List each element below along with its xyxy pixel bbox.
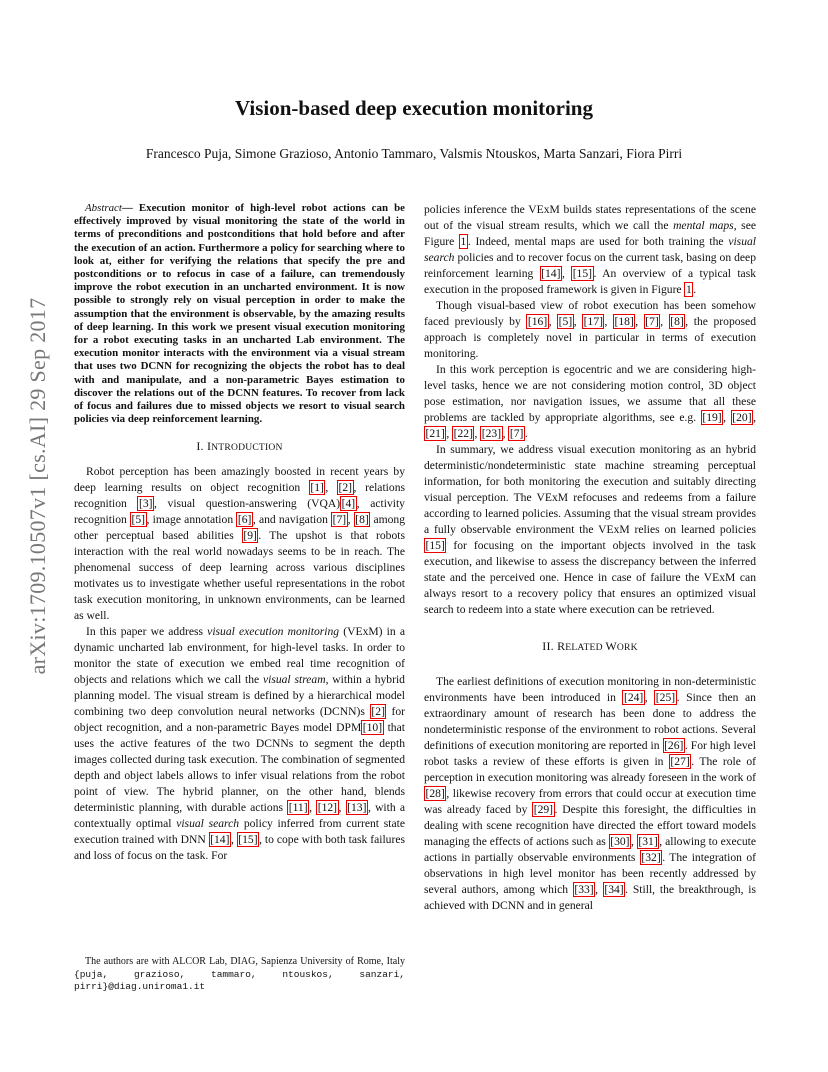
paragraph: The earliest definitions of execution monitoring in non-deterministic environments have been introduced in [24] , [25] . Since then an extraordinary amount of research has been done to address the nondeterministic response of the environment to robot actions. Several definitions of execution monitoring are reported in [26] . For high level robot tasks a review of these efforts is given in [27] . The role of perception in execution monitoring was already foreseen in the work of [28] , likewise recovery from errors that could occur at execution time was already faced by [29] . Despite this foresight, the difficulties in dealing with scene recognition have directed the effort toward models managing the effects of actions such as [30] , [31] , allowing to execute actions in partially observable environments [32] . The integration of observations in high level monitor has been recently addressed by several authors, among which [33] , [34] . Still, the breakthrough, is achieved with DCNN and in general	[424, 675, 757, 912]
arxiv-id: arXiv:1709.10507v1 [cs.AI] 29 Sep 2017	[25, 297, 50, 675]
abstract	[74, 202, 405, 426]
paragraph: Robot perception has been amazingly boosted in recent years by deep learning results on object recognition [1] , [2] , relations recognition [3] , visual question-answering (VQA) [4] , activity recognition [5] , image annotation [6] , and navigation [7] , [8] among other perceptual based abilities [9] . The upshot is that robots interaction with the real world nowadays seems to be in reach. The phenomenal success of deep learning across various disciplines motivates us to investigate whether useful representations in the robot task execution monitoring, in unknown environments, can be learned as well.	[74, 465, 406, 623]
left-column	[74, 202, 405, 864]
paragraph: In this paper we address visual execution monitoring (VExM) in a dynamic uncharted lab environment, for high-level tasks. In order to monitor the state of execution we embed real time recognition of objects and relations which we call the visual stream, within a hybrid planning model. The visual stream is defined by a hierarchical model combining two deep convolution neural networks (DCNN)s [2] for object recognition, and a non-parametric Bayes model DPM [10] that uses the active features of the two DCNNs to segment the depth images collected during task execution. The combination of segmented depth and object labels allows to infer visual relations from the robot point of view. The hybrid planner, on the other hand, blends deterministic planning, with durable actions [11] , [12] , [13] , with a contextually optimal visual search policy inferred from current state execution trained with DNN [14] , [15] , to cope with both task failures and loss of focus on the task. For	[74, 625, 406, 863]
paragraph: policies inference the VExM builds states representations of the scene out of the visual stream results, which we call the mental maps, see Figure 1 . Indeed, mental maps are used for both training the visual search policies and to recover focus on the current task, basing on deep reinforcement learning [14] , [15] . An overview of a typical task execution in the proposed framework is given in Figure 1 .	[424, 203, 757, 296]
abstract-label: Abstract	[85, 202, 122, 214]
paper-title: Vision-based deep execution monitoring	[235, 96, 593, 120]
footnote: The authors are with ALCOR Lab, DIAG, Sapienza University of Rome, Italy {puja, grazioso, tammaro, ntouskos, sanzari, pirri}@diag.uniroma1.it	[74, 956, 405, 992]
paragraph: In this work perception is egocentric and we are considering high-level tasks, hence we are not considering motion control, 3D object pose estimation, nor navigation issues, we assume that all these problems are tackled by appropriate algorithms, see e.g. [19] , [20] , [21] , [22] , [23] , [7] .	[424, 363, 756, 440]
paragraph: In summary, we address visual execution monitoring as an hybrid deterministic/nondeterministic state machine streaming perceptual information, for both monitoring the execution and suitably directing visual perception. The VExM refocuses and redeems from a failure according to learned policies. Assuming that the visual stream provides a fully observable environment the VExM relies on learned policies [15] for focusing on the important objects involved in the task execution, and likewise to assess the discrepancy between the inferred state and the perceived one. Hence in case of failure the VExM can always resort to a recovery policy that ensures an optimized visual search to redeem into a state where execution can be retrieved.	[424, 443, 756, 616]
section-heading-related-work: II. RELATED WORK	[542, 639, 638, 653]
author-list: Francesco Puja, Simone Grazioso, Antonio Tammaro, Valsmis Ntouskos, Marta Sanzari, Fiora Pirri	[145, 146, 683, 161]
arxiv-stamp	[18, 296, 58, 676]
right-column	[424, 202, 756, 914]
abstract-text: — Execution monitor of high-level robot actions can be effectively improved by visual monitoring the state of the world in terms of preconditions and postconditions that hold before and after the execution of an action. Furthermore a policy for searching where to look at, either for verifying the relations that specify the pre and postconditions or to refocus in case of a failure, can tremendously improve the robot execution in an uncharted environment. It is now possible to strongly rely on visual perception in order to make the assumption that the environment is observable, by the amazing results of deep learning. In this work we present visual execution monitoring for a robot executing tasks in an uncharted Lab environment. The execution monitor interacts with the environment via a visual stream that uses two DCNN for recognizing the objects the robot has to deal with and manipulate, and a non-parametric Bayes estimation to discover the relations out of the DCNN features. To recover from lack of focus and failures due to missed objects we resort to visual search policies via deep reinforcement learning.	[74, 202, 405, 426]
paragraph: Though visual-based view of robot execution has been somehow faced previously by [16] , [5] , [17] , [18] , [7] , [8] , the proposed approach is completely novel in particular in terms of execution monitoring.	[424, 299, 756, 360]
section-heading-introduction: I. INTRODUCTION	[196, 439, 283, 454]
